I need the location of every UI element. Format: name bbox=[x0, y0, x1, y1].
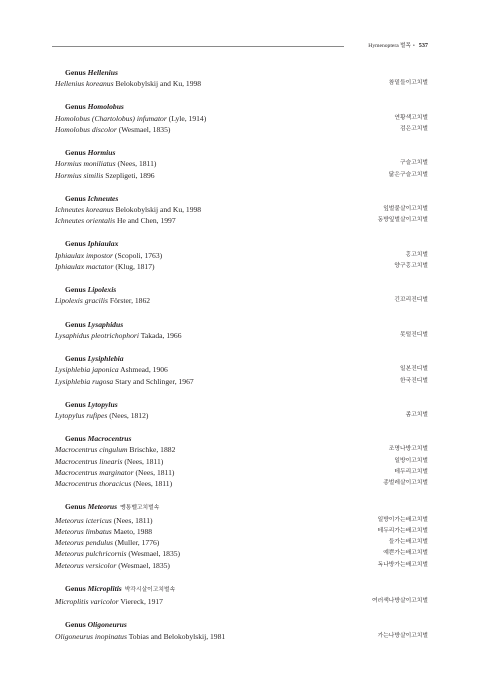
species-korean-name: 조명나방고치벌 bbox=[388, 446, 428, 453]
genus-heading bbox=[65, 67, 428, 78]
species-author: Takada, 1966 bbox=[140, 330, 182, 340]
species-name: Ichneutes koreanus bbox=[55, 205, 114, 215]
genus-label: Genus bbox=[65, 620, 88, 630]
species-row bbox=[55, 596, 428, 607]
species-korean-name: 예쁜가는배고치벌 bbox=[383, 550, 428, 557]
species-korean-name: 테두리고치벌 bbox=[394, 468, 428, 475]
species-name: Lytopylus rufipes bbox=[55, 410, 108, 420]
species-korean-name: 검은고치벌 bbox=[400, 125, 428, 132]
species-row bbox=[55, 204, 428, 215]
genus-block bbox=[55, 238, 428, 272]
species-name: Meteorus ictericus bbox=[55, 515, 112, 525]
species-korean-name: 홍고치벌 bbox=[405, 251, 428, 258]
species-scientific-name bbox=[55, 215, 176, 226]
species-scientific-name bbox=[55, 330, 182, 341]
species-korean-name: 구슬고치벌 bbox=[400, 160, 428, 167]
species-scientific-name bbox=[55, 261, 155, 272]
species-author: Belokobylskij and Ku, 1998 bbox=[115, 205, 202, 215]
species-korean-name: 독나방가는배고치벌 bbox=[377, 561, 428, 568]
species-row bbox=[55, 113, 428, 124]
species-scientific-name bbox=[55, 560, 170, 571]
species-row bbox=[55, 170, 428, 181]
species-korean-name: 들가는배고치벌 bbox=[388, 539, 428, 546]
species-name: Lipolexis gracilis bbox=[55, 296, 108, 306]
species-author: (Wesmael, 1835) bbox=[118, 124, 171, 134]
species-scientific-name bbox=[55, 526, 152, 537]
species-scientific-name bbox=[55, 158, 156, 169]
genus-name: Hormius bbox=[87, 148, 116, 158]
species-row bbox=[55, 410, 428, 421]
genus-block bbox=[55, 319, 428, 342]
species-scientific-name bbox=[55, 376, 194, 387]
species-name: Iphiaulax mactator bbox=[55, 262, 114, 272]
genus-label: Genus bbox=[65, 102, 88, 112]
bullet-separator: • bbox=[412, 44, 415, 49]
species-author: (Nees, 1811) bbox=[135, 467, 175, 477]
genus-name: Homolobus bbox=[87, 102, 124, 112]
species-author: Ashmead, 1906 bbox=[120, 365, 168, 375]
genus-name: Hellenius bbox=[87, 68, 118, 77]
species-scientific-name bbox=[55, 596, 163, 607]
species-korean-name: 좀고치벌 bbox=[405, 411, 428, 418]
species-row bbox=[55, 124, 428, 135]
genus-heading bbox=[65, 147, 428, 158]
species-korean-name: 못털진디벌 bbox=[400, 331, 428, 338]
species-row bbox=[55, 548, 428, 559]
species-row bbox=[55, 631, 428, 642]
species-korean-name: 한국진디벌 bbox=[400, 377, 428, 384]
species-row bbox=[55, 376, 428, 387]
species-korean-name: 테두리가는배고치벌 bbox=[377, 527, 428, 534]
species-author: Förster, 1862 bbox=[109, 296, 151, 306]
genus-block bbox=[55, 619, 428, 642]
species-row bbox=[55, 261, 428, 272]
genus-block bbox=[55, 193, 428, 227]
genus-block bbox=[55, 67, 428, 90]
species-row bbox=[55, 560, 428, 571]
genus-label: Genus bbox=[65, 583, 88, 593]
species-korean-name: 잎벌붙살이고치벌 bbox=[383, 206, 428, 213]
species-row bbox=[55, 364, 428, 375]
species-korean-name: 종벌레살이고치벌 bbox=[383, 480, 428, 487]
genus-label: Genus bbox=[65, 239, 88, 249]
genus-heading bbox=[65, 501, 428, 514]
genus-heading bbox=[65, 583, 428, 596]
page-header bbox=[52, 40, 428, 52]
species-author: (Nees, 1812) bbox=[109, 410, 149, 420]
species-author: Belokobylskij and Ku, 1998 bbox=[115, 79, 202, 89]
genus-block bbox=[55, 101, 428, 135]
genus-label: Genus bbox=[65, 434, 88, 443]
page-number: 537 bbox=[418, 42, 428, 49]
species-korean-name: 긴꼬리진디벌 bbox=[394, 297, 428, 304]
species-scientific-name bbox=[55, 295, 150, 306]
genus-name: Meteorus bbox=[87, 502, 118, 512]
species-author: (Lyle, 1914) bbox=[168, 113, 207, 123]
species-author: Brischke, 1882 bbox=[129, 445, 176, 455]
species-korean-name: 일방이고치벌 bbox=[394, 457, 428, 464]
species-name: Macrocentrus thoracicus bbox=[55, 479, 132, 489]
species-scientific-name bbox=[55, 631, 225, 642]
species-author: (Nees, 1811) bbox=[133, 479, 173, 489]
species-row bbox=[55, 78, 428, 89]
genus-heading bbox=[65, 284, 428, 295]
species-row bbox=[55, 537, 428, 548]
species-author: (Wesmael, 1835) bbox=[118, 560, 170, 570]
species-scientific-name bbox=[55, 467, 174, 478]
running-title: Hymenoptera 벌목 bbox=[368, 43, 411, 49]
species-scientific-name bbox=[55, 478, 172, 489]
genus-heading bbox=[65, 353, 428, 364]
species-row bbox=[55, 444, 428, 455]
species-row bbox=[55, 330, 428, 341]
genus-heading bbox=[65, 101, 428, 112]
species-list bbox=[55, 67, 428, 654]
species-korean-name: 참밑들이고치벌 bbox=[388, 80, 428, 87]
species-name: Microplitis varicolor bbox=[55, 597, 119, 607]
genus-name: Lysiphlebia bbox=[87, 353, 124, 363]
species-row bbox=[55, 250, 428, 261]
species-name: Macrocentrus cingulum bbox=[55, 445, 128, 455]
species-scientific-name bbox=[55, 204, 201, 215]
genus-block bbox=[55, 353, 428, 387]
species-author: Stary and Schlinger, 1967 bbox=[115, 376, 194, 386]
species-scientific-name bbox=[55, 537, 159, 548]
species-name: Lysiphlebia rugosa bbox=[55, 376, 114, 386]
genus-heading bbox=[65, 319, 428, 330]
genus-block bbox=[55, 433, 428, 489]
species-row bbox=[55, 295, 428, 306]
species-name: Meteorus pulchricornis bbox=[55, 549, 127, 559]
species-row bbox=[55, 515, 428, 526]
genus-block bbox=[55, 147, 428, 181]
header-text bbox=[368, 40, 428, 53]
species-scientific-name bbox=[55, 250, 162, 261]
species-korean-name: 양구홍고치벌 bbox=[394, 263, 428, 270]
species-name: Macrocentrus marginator bbox=[55, 467, 134, 477]
species-korean-name: 닮은구슬고치벌 bbox=[388, 171, 428, 178]
species-korean-name: 여러색나방살이고치벌 bbox=[372, 598, 428, 605]
genus-block bbox=[55, 583, 428, 608]
species-row bbox=[55, 456, 428, 467]
species-korean-name: 연황색고치벌 bbox=[394, 114, 428, 121]
species-scientific-name bbox=[55, 548, 180, 559]
species-scientific-name bbox=[55, 444, 175, 455]
genus-label: Genus bbox=[65, 68, 88, 77]
genus-name: Microplitis bbox=[87, 583, 122, 593]
species-author: Tobias and Belokobylskij, 1981 bbox=[128, 631, 226, 641]
genus-name: Lysaphidus bbox=[87, 319, 124, 329]
genus-block bbox=[55, 399, 428, 422]
genus-name: Lytopylus bbox=[87, 399, 118, 409]
genus-name: Ichneutes bbox=[87, 193, 119, 203]
genus-label: Genus bbox=[65, 353, 88, 363]
species-row bbox=[55, 467, 428, 478]
species-name: Hellenius koreanus bbox=[55, 79, 114, 89]
genus-name: Macrocentrus bbox=[87, 434, 132, 443]
species-scientific-name bbox=[55, 170, 155, 181]
genus-name: Lipolexis bbox=[87, 285, 117, 295]
species-korean-name: 가는나방살이고치벌 bbox=[377, 632, 428, 639]
genus-heading bbox=[65, 399, 428, 410]
species-scientific-name bbox=[55, 456, 163, 467]
genus-label: Genus bbox=[65, 399, 88, 409]
species-scientific-name bbox=[55, 410, 148, 421]
species-name: Lysiphlebia japonica bbox=[55, 365, 119, 375]
species-author: (Scopoli, 1763) bbox=[114, 250, 163, 260]
species-author: Maeto, 1988 bbox=[113, 526, 153, 536]
genus-heading bbox=[65, 433, 428, 444]
genus-label: Genus bbox=[65, 148, 88, 158]
genus-korean-name: 뗑통벨고치벌속 bbox=[120, 505, 160, 512]
genus-block bbox=[55, 284, 428, 307]
species-name: Iphiaulax impostor bbox=[55, 250, 114, 260]
species-korean-name: 일방이가는배고치벌 bbox=[377, 516, 428, 523]
species-name: Meteorus versicolor bbox=[55, 560, 117, 570]
species-author: He and Chen, 1997 bbox=[117, 216, 176, 226]
genus-block bbox=[55, 501, 428, 571]
species-row bbox=[55, 158, 428, 169]
genus-label: Genus bbox=[65, 193, 88, 203]
species-author: (Nees, 1811) bbox=[117, 159, 157, 169]
species-author: (Muller, 1776) bbox=[114, 538, 160, 548]
species-author: Viereck, 1917 bbox=[120, 597, 163, 607]
species-scientific-name bbox=[55, 515, 153, 526]
genus-korean-name: 박각시살이고치벌속 bbox=[124, 586, 176, 593]
species-name: Macrocentrus linearis bbox=[55, 456, 123, 466]
species-scientific-name bbox=[55, 124, 170, 135]
genus-heading bbox=[65, 619, 428, 630]
species-name: Homolobus (Chartolobus) infumator bbox=[55, 113, 167, 123]
genus-heading bbox=[65, 238, 428, 249]
species-name: Oligoneurus inopinatus bbox=[55, 631, 127, 641]
genus-label: Genus bbox=[65, 285, 88, 295]
species-author: (Klug, 1817) bbox=[115, 262, 155, 272]
species-row bbox=[55, 526, 428, 537]
genus-name: Iphiaulax bbox=[87, 239, 119, 249]
species-scientific-name bbox=[55, 78, 201, 89]
species-author: Szepligeti, 1896 bbox=[105, 170, 155, 180]
species-name: Hormius similis bbox=[55, 170, 104, 180]
species-scientific-name bbox=[55, 113, 206, 124]
genus-name: Oligoneurus bbox=[87, 620, 127, 630]
species-name: Meteorus limbatus bbox=[55, 526, 112, 536]
species-name: Ichneutes orientalis bbox=[55, 216, 116, 226]
genus-label: Genus bbox=[65, 502, 88, 512]
species-row bbox=[55, 478, 428, 489]
header-rule bbox=[52, 46, 344, 47]
species-author: (Wesmael, 1835) bbox=[128, 549, 181, 559]
species-author: (Nees, 1811) bbox=[113, 515, 153, 525]
species-scientific-name bbox=[55, 364, 168, 375]
species-author: (Nees, 1811) bbox=[124, 456, 164, 466]
genus-heading bbox=[65, 193, 428, 204]
species-name: Homolobus discolor bbox=[55, 124, 117, 134]
species-row bbox=[55, 215, 428, 226]
genus-label: Genus bbox=[65, 319, 88, 329]
species-name: Lysaphidus pleotrichophori bbox=[55, 330, 139, 340]
species-korean-name: 동방잎벌살이고치벌 bbox=[377, 217, 428, 224]
species-korean-name: 일본진디벌 bbox=[400, 366, 428, 373]
species-name: Hormius moniliatus bbox=[55, 159, 116, 169]
species-name: Meteorus pendulus bbox=[55, 538, 113, 548]
